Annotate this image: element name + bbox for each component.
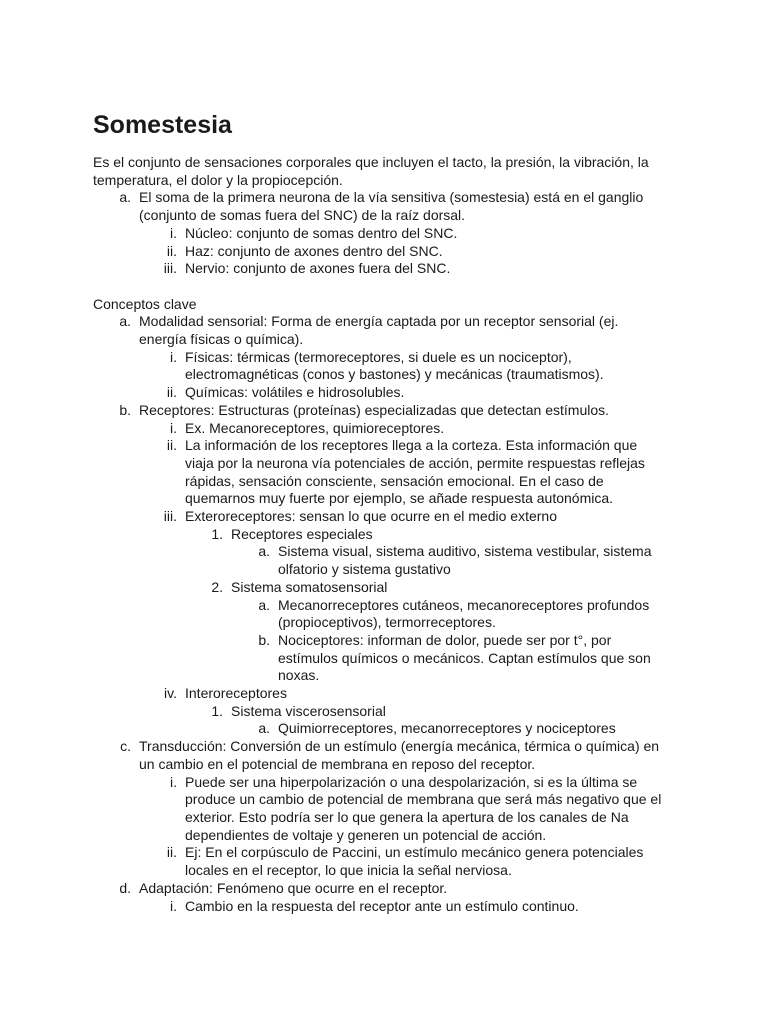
list-item-text: Sistema somatosensorial (231, 578, 388, 595)
list-item-text: Haz: conjunto de axones dentro del SNC. (185, 242, 443, 259)
list-item (211, 702, 668, 721)
list-item-text: Cambio en la respuesta del receptor ante un estímulo continuo. (185, 897, 579, 914)
list-item (119, 313, 667, 348)
list-marker: a. (258, 720, 270, 737)
list-marker: c. (120, 738, 131, 755)
list-item (164, 685, 668, 703)
intro-paragraph: Es el conjunto de sensaciones corporales que incluyen el tacto, la presión, la vibración, la temperatura, el dolor y la propiocepción. (93, 154, 649, 188)
list-item (119, 401, 667, 420)
list-marker: iii. (163, 260, 177, 277)
list-item-text: Mecanorreceptores cutáneos, mecanoreceptores profundos (propioceptivos), termorreceptores. (278, 596, 650, 631)
list-item-text: Quimiorreceptores, mecanorreceptores y nociceptores (278, 720, 616, 737)
list-marker: ii. (166, 242, 177, 259)
list-item-text: Ej: En el corpúsculo de Paccini, un estímulo mecánico genera potenciales locales en el receptor, lo que inicia la señal nerviosa. (185, 844, 644, 879)
list-marker: iv. (164, 685, 177, 702)
list-marker: b. (258, 631, 270, 648)
list-item (163, 508, 668, 526)
list-item (170, 224, 668, 243)
list-item-text: Químicas: volátiles e hidrosolubles. (185, 384, 405, 401)
list-marker: 2. (211, 578, 223, 595)
list-item (120, 738, 667, 773)
list-item-text: Nociceptores: informan de dolor, puede ser por t°, por estímulos químicos o mecánicos. Captan estímulos que son noxas. (278, 631, 651, 684)
list-marker: a. (119, 189, 131, 206)
list-marker: i. (170, 224, 177, 241)
list-item (258, 631, 668, 685)
list-marker: a. (258, 543, 270, 560)
list-marker: i. (170, 348, 177, 365)
list-marker: ii. (166, 437, 177, 454)
document-title: Somestesia (93, 111, 232, 139)
list-item (258, 596, 668, 632)
list-item-text: Modalidad sensorial: Forma de energía captada por un receptor sensorial (ej. energía físicas o química). (139, 313, 619, 348)
list-item-text: Puede ser una hiperpolarización o una despolarización, si es la última se produce un cambio de potencial de membrana que será más negativo que el exterior. Esto podría ser lo que genera la apertura de los canales de Na dependientes de voltaje y generen un potencial de acción. (185, 773, 662, 843)
list-item (258, 720, 668, 738)
list-item-text: Sistema visual, sistema auditivo, sistema vestibular, sistema olfatorio y sistema gustativo (278, 543, 652, 578)
list-item (166, 437, 668, 508)
list-item-text: El soma de la primera neurona de la vía sensitiva (somestesia) está en el ganglio (conjunto de somas fuera del SNC) de la raíz dorsal. (139, 189, 644, 224)
list-item (170, 773, 668, 845)
list-item (166, 242, 668, 261)
section-1-list (93, 189, 683, 278)
blank-line (93, 278, 683, 296)
list-marker: i. (170, 419, 177, 436)
list-item-text: La información de los receptores llega a la corteza. Esta información que viaja por la neurona vía potenciales de acción, permite respuestas reflejas rápidas, sensación consciente, sensación emocional. En el caso de quemarnos muy fuerte por ejemplo, se añade respuesta autonómica. (185, 437, 645, 507)
list-item (211, 578, 668, 597)
list-item (211, 525, 668, 544)
document-page (93, 108, 683, 915)
list-item-text: Receptores: Estructuras (proteínas) especializadas que detectan estímulos. (139, 401, 610, 418)
list-marker: a. (258, 596, 270, 613)
list-item-text: Físicas: térmicas (termoreceptores, si duele es un nociceptor), electromagnéticas (conos y bastones) y mecánicas (traumatismos). (185, 348, 604, 383)
list-item-text: Ex. Mecanoreceptores, quimioreceptores. (185, 419, 445, 436)
section-heading: Conceptos clave (93, 295, 197, 312)
list-item (170, 419, 668, 438)
list-item-text: Sistema viscerosensorial (231, 702, 386, 719)
list-item (119, 189, 667, 224)
list-marker: i. (170, 897, 177, 914)
list-item-text: Nervio: conjunto de axones fuera del SNC. (185, 260, 451, 277)
list-marker: ii. (166, 844, 177, 861)
section-2-list (93, 313, 683, 915)
list-marker: i. (170, 773, 177, 790)
list-item (166, 844, 668, 879)
list-item (166, 384, 668, 402)
list-item-text: Transducción: Conversión de un estímulo (energía mecánica, térmica o química) en un cambio en el potencial de membrana en reposo del receptor. (139, 738, 660, 772)
list-item (170, 897, 668, 916)
list-marker: d. (119, 879, 131, 896)
list-item-text: Adaptación: Fenómeno que ocurre en el receptor. (139, 879, 448, 896)
list-item (258, 543, 668, 578)
list-item (170, 348, 668, 384)
list-marker: a. (119, 313, 131, 330)
list-item-text: Núcleo: conjunto de somas dentro del SNC. (185, 224, 458, 241)
list-marker: ii. (166, 384, 177, 401)
list-item (119, 879, 667, 898)
list-marker: 1. (211, 702, 223, 719)
list-marker: b. (119, 401, 131, 418)
list-item-text: Receptores especiales (231, 525, 373, 542)
list-marker: iii. (163, 508, 177, 525)
list-item-text: Exteroreceptores: sensan lo que ocurre en el medio externo (185, 508, 557, 525)
list-marker: 1. (211, 525, 223, 542)
list-item-text: Interoreceptores (185, 685, 287, 702)
list-item (163, 260, 668, 278)
